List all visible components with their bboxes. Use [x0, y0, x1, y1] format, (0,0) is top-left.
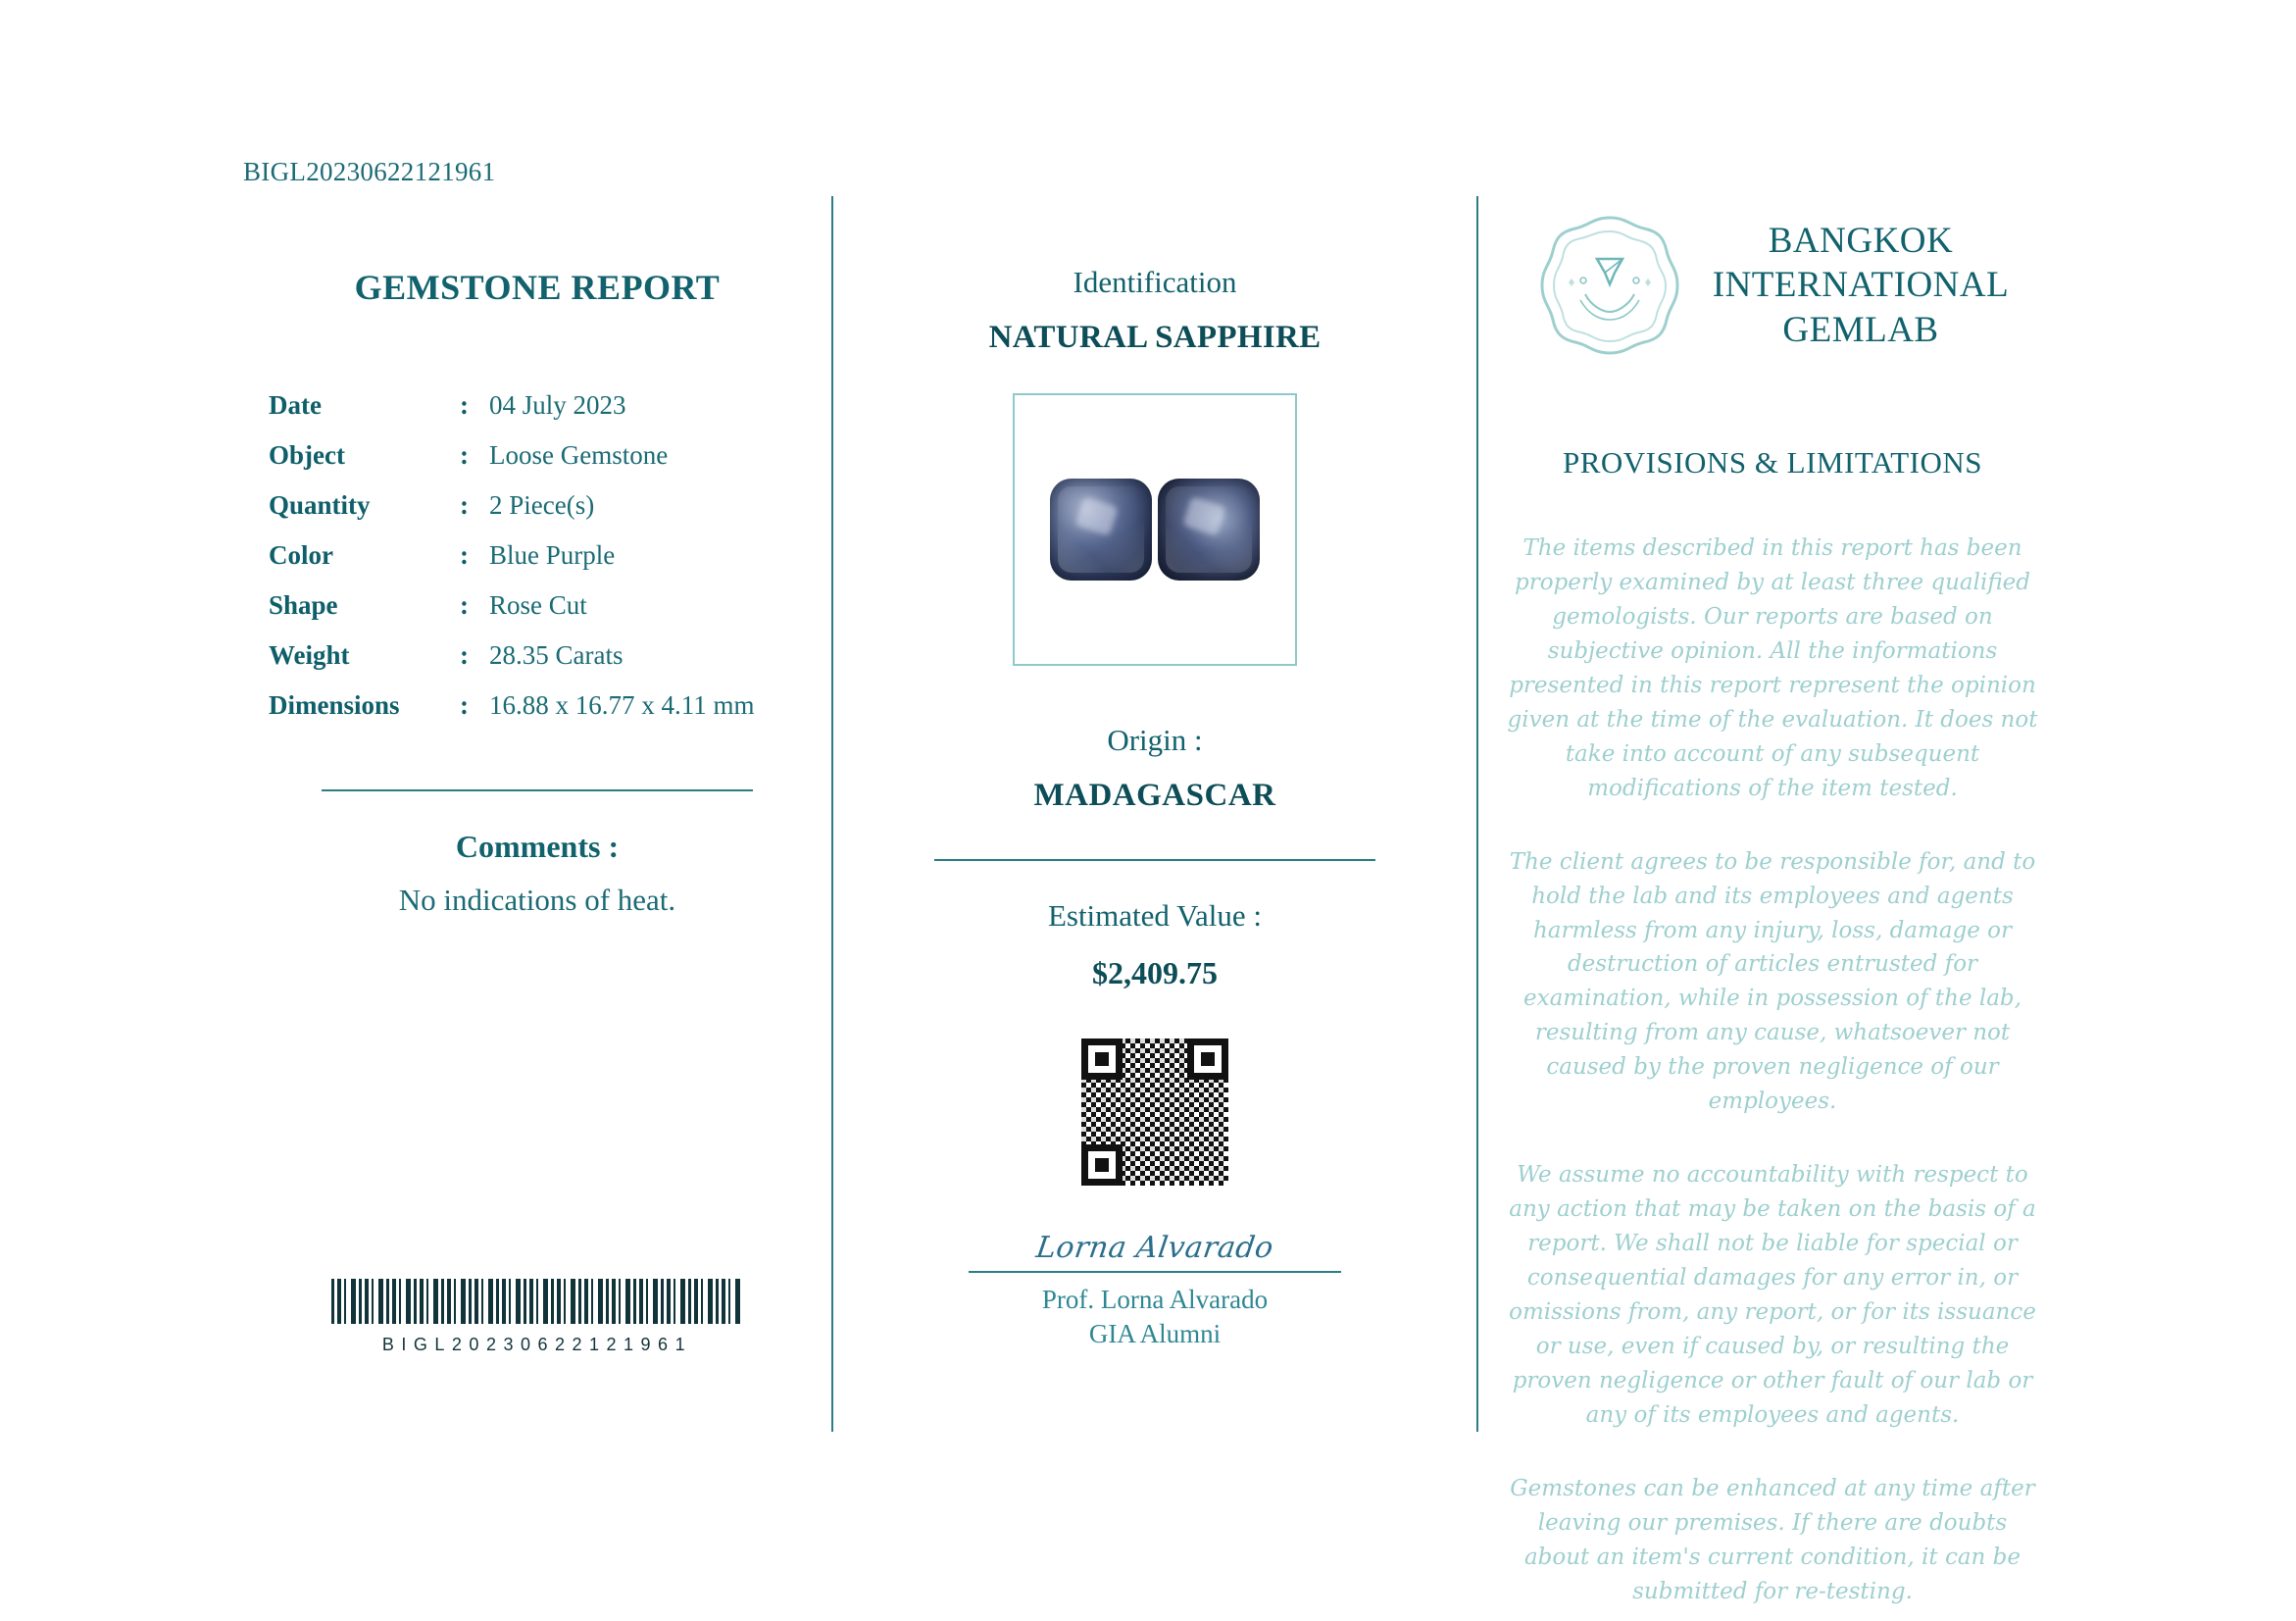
spec-key-object: Object: [269, 440, 345, 470]
qr-code-icon[interactable]: [1081, 1038, 1228, 1186]
barcode-text: BIGL20230622121961: [381, 1335, 693, 1354]
barcode-image: [331, 1279, 743, 1324]
brand-line-3: GEMLAB: [1782, 309, 1939, 350]
right-column: [1478, 196, 2067, 1604]
middle-column: [831, 196, 1478, 1432]
table-row: [269, 431, 755, 481]
brand-title: [1713, 219, 2009, 351]
spec-colon: :: [460, 590, 469, 620]
brand-header: [1496, 212, 2049, 359]
spec-value-quantity: 2 Piece(s): [489, 490, 595, 520]
estimated-value-label: Estimated Value :: [1047, 898, 1263, 933]
left-column: [243, 196, 831, 1432]
spec-colon: :: [460, 440, 469, 470]
identification-value: NATURAL SAPPHIRE: [988, 320, 1322, 355]
left-divider: [322, 789, 753, 791]
qr-finder-bottom-left: [1081, 1144, 1123, 1186]
qr-finder-top-right: [1187, 1038, 1228, 1080]
page-title: GEMSTONE REPORT: [354, 268, 721, 307]
spec-key-color: Color: [269, 540, 333, 570]
spec-colon: :: [460, 640, 469, 670]
barcode-container: [243, 1279, 831, 1355]
spec-value-date: 04 July 2023: [489, 390, 626, 420]
spec-key-date: Date: [269, 390, 322, 420]
middle-divider: [934, 859, 1375, 861]
brand-line-1: BANGKOK: [1768, 221, 1954, 262]
comments-title: Comments :: [455, 829, 620, 864]
spec-colon: :: [460, 690, 469, 720]
signature-block: [969, 1231, 1341, 1349]
spec-value-dimensions: 16.88 x 16.77 x 4.11 mm: [489, 690, 755, 720]
provisions-paragraph-4: Gemstones can be enhanced at any time after leaving our premises. If there are doubts about an item's current condition, it can be submitted for re-testing.: [1510, 1475, 2035, 1604]
spec-colon: :: [460, 490, 469, 520]
spec-key-quantity: Quantity: [269, 490, 371, 520]
origin-label: Origin :: [1107, 723, 1203, 757]
origin-value: MADAGASCAR: [1033, 778, 1276, 813]
gemstone-photo-frame: [1013, 393, 1297, 666]
spec-value-color: Blue Purple: [489, 540, 616, 570]
signer-name: Prof. Lorna Alvarado: [1041, 1285, 1269, 1314]
table-row: [269, 380, 755, 431]
gemstone-icon-right: [1158, 479, 1260, 581]
signer-credentials: GIA Alumni: [1088, 1319, 1222, 1348]
provisions-paragraph-2: The client agrees to be responsible for, and to hold the lab and its employees and agents harmless from any injury, loss, damage or destruction of articles entrusted for examination, while in possession of the lab, resulting from any cause, whatsoever not caused by the proven negligence of our employees.: [1509, 848, 2036, 1115]
provisions-paragraph-3: We assume no accountability with respect to any action that may be taken on the basis of a report. We shall not be liable for special or consequential damages for any error in, or omissions from, any report, or for its issuance or use, even if caused by, or resulting the proven negligence or other fault of our lab or any of its employees and agents.: [1509, 1162, 2036, 1428]
provisions-paragraph-1: The items described in this report has been properly examined by at least three qualified gemologists. Our reports are based on subjective opinion. All the informations presented in this report represent the opinion given at the time of the evaluation. It does not take into account of any subsequent modifications of the item tested.: [1507, 535, 2038, 801]
gemlab-logo-icon: [1536, 212, 1683, 359]
signature-text: Lorna Alvarado: [1033, 1231, 1276, 1265]
table-row: [269, 681, 755, 731]
spec-key-shape: Shape: [269, 590, 338, 620]
signature-line: [969, 1271, 1341, 1273]
table-row: [269, 531, 755, 581]
gemstone-icon-left: [1050, 479, 1152, 581]
spec-value-object: Loose Gemstone: [489, 440, 669, 470]
comments-body: No indications of heat.: [398, 883, 676, 917]
table-row: [269, 631, 755, 681]
gemstone-spec-table: [269, 380, 755, 731]
spec-value-weight: 28.35 Carats: [489, 640, 624, 670]
table-row: [269, 581, 755, 631]
spec-key-weight: Weight: [269, 640, 350, 670]
provisions-title: PROVISIONS & LIMITATIONS: [1562, 445, 1983, 480]
gemstone-photo: [1050, 479, 1260, 581]
identification-label: Identification: [1073, 265, 1237, 299]
certificate-columns: [243, 196, 2067, 1604]
spec-key-dimensions: Dimensions: [269, 690, 400, 720]
spec-colon: :: [460, 390, 469, 420]
spec-value-shape: Rose Cut: [489, 590, 587, 620]
table-row: [269, 481, 755, 531]
report-id: BIGL20230622121961: [243, 157, 496, 186]
brand-line-2: INTERNATIONAL: [1712, 265, 2010, 306]
qr-finder-top-left: [1081, 1038, 1123, 1080]
estimated-value-amount: $2,409.75: [1092, 955, 1218, 990]
spec-colon: :: [460, 540, 469, 570]
